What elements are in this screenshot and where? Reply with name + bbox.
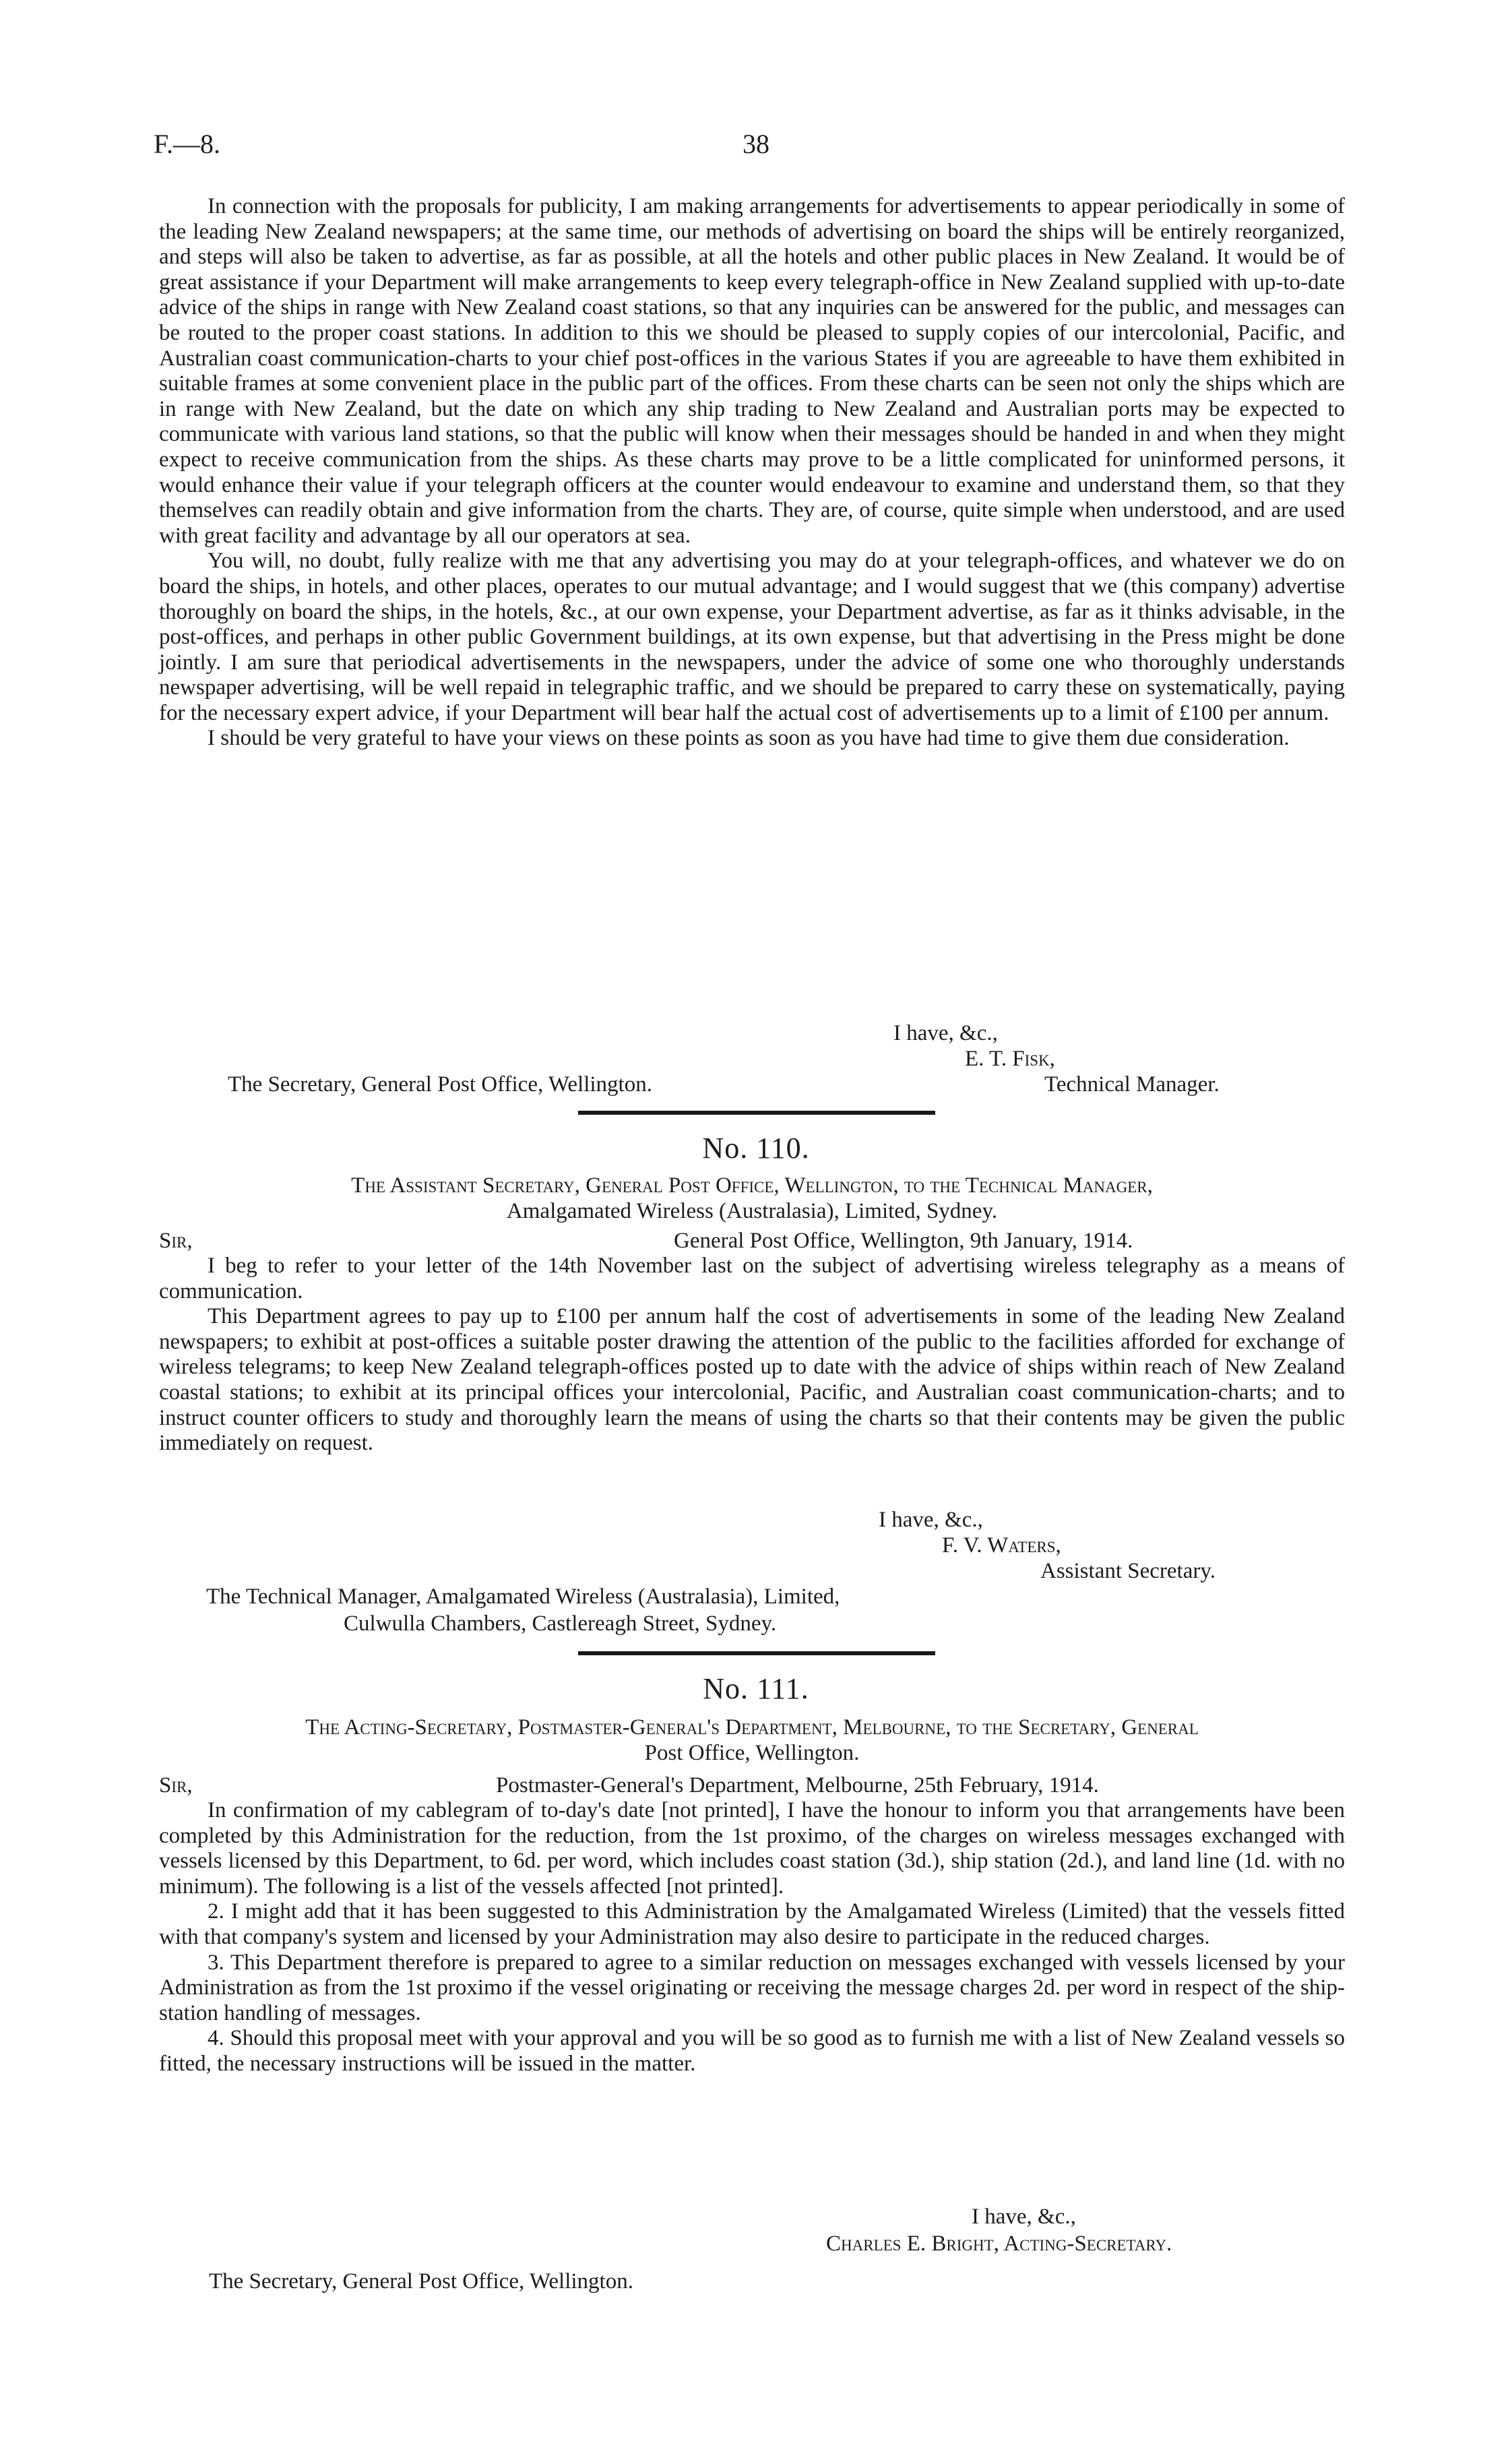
letter1-paragraph-2: You will, no doubt, fully realize with me that any advertising you may do at your telegraph-offices, and whatever we do on board the ships, in hotels, and other places, operates to our mutual advantage; and I would suggest that we (this company) advertise thoroughly on board the ships, in the hotels, &c., at our own expense, your Department advertise, as far as it thinks advisable, in the post-offices, and perhaps in other public Government buildings, at its own expense, but that advertising in the Press might be done jointly. I am sure that periodical advertisements in the newspapers, under the advice of some one who thoroughly understands newspaper advertising, will be well repaid in telegraphic traffic, and we should be prepared to carry these on systematically, paying for the necessary expert advice, if your Department will bear half the actual cost of advertisements up to a limit of £100 per annum.	[159, 549, 1345, 725]
letter2-paragraph-2: This Department agrees to pay up to £100 per annum half the cost of advertisements in some of the leading New Zealand newspapers; to exhibit at post-offices a suitable poster drawing the attention of the public to the facilities afforded for exchange of wireless telegrams; to keep New Zealand telegraph-offices posted up to date with the advice of ships within reach of New Zealand coastal stations; to exhibit at its principal offices your intercolonial, Pacific, and Australian coast communication-charts; and to instruct counter officers to study and thoroughly learn the means of using the charts so that their contents may be given the public immediately on request.	[159, 1304, 1345, 1456]
letter1-paragraph-3: I should be very grateful to have your views on these points as soon as you have had time to give them due consideration.	[208, 726, 1290, 751]
letter3-heading-line-2: Post Office, Wellington.	[644, 1741, 860, 1765]
letter2-signer: F. V. Waters,	[942, 1533, 1061, 1558]
letter3-place-date: Postmaster-General's Department, Melbourne, 25th February, 1914.	[496, 1773, 1099, 1797]
letter2-heading-line-2: Amalgamated Wireless (Australasia), Limited, Sydney.	[506, 1199, 998, 1223]
letter2-body	[159, 1254, 1345, 1456]
letter3-number: No. 111.	[703, 1672, 809, 1705]
letter3-paragraph-3: 3. This Department therefore is prepared to agree to a similar reduction on messages exchanged with vessels licensed by your Administration as from the 1st proximo if the vessel originating or receiving the message charges 2d. per word in respect of the ship-station handling of messages.	[159, 1950, 1345, 2025]
letter2-place-date: General Post Office, Wellington, 9th January, 1914.	[674, 1229, 1133, 1253]
letter1-body	[159, 194, 1345, 751]
letter2-salutation: Sir,	[159, 1229, 193, 1253]
letter1-signer-title: Technical Manager.	[1044, 1072, 1220, 1097]
section-divider	[578, 1111, 935, 1115]
letter1-addressee: The Secretary, General Post Office, Wellington.	[228, 1072, 652, 1097]
letter1-signer: E. T. Fisk,	[965, 1047, 1055, 1071]
letter2-closing: I have, &c.,	[879, 1508, 983, 1532]
letter3-paragraph-1: In confirmation of my cablegram of to-day's date [not printed], I have the honour to inform you that arrangements have been completed by this Administration for the reduction, from the 1st proximo, of the charges on wireless messages exchanged with vessels licensed by this Department, to 6d. per word, which includes coast station (3d.), ship station (2d.), and land line (1d. with no minimum). The following is a list of the vessels affected [not printed].	[159, 1798, 1345, 1899]
letter1-paragraph-1: In connection with the proposals for publicity, I am making arrangements for advertisements to appear periodically in some of the leading New Zealand newspapers; at the same time, our methods of advertising on board the ships will be entirely reorganized, and steps will also be taken to advertise, as far as possible, at all the hotels and other public places in New Zealand. It would be of great assistance if your Department will make arrangements to keep every telegraph-office in New Zealand supplied with up-to-date advice of the ships in range with New Zealand coast stations, so that any inquiries can be answered for the public, and messages can be routed to the proper coast stations. In addition to this we should be pleased to supply copies of our intercolonial, Pacific, and Australian coast communication-charts to your chief post-offices in the various States if you are agreeable to have them exhibited in suitable frames at some convenient place in the public part of the offices. From these charts can be seen not only the ships which are in range with New Zealand, but the date on which any ship trading to New Zealand and Australian ports may be expected to communicate with various land stations, so that the public will know when their messages should be handed in and when they might expect to receive communication from the ships. As these charts may prove to be a little complicated for uninformed persons, it would enhance their value if your telegraph officers at the counter would endeavour to examine and understand them, so that they themselves can readily obtain and give information from the charts. They are, of course, quite simple when understood, and are used with great facility and advantage by all our operators at sea.	[159, 194, 1345, 548]
letter1-closing: I have, &c.,	[893, 1021, 998, 1045]
letter3-signer: Charles E. Bright, Acting-Secretary.	[826, 2232, 1172, 2256]
letter2-addressee-line-2: Culwulla Chambers, Castlereagh Street, Sydney.	[344, 1611, 777, 1636]
letter2-heading-line-1: The Assistant Secretary, General Post Office, Wellington, to the Technical Manager,	[351, 1173, 1153, 1198]
page-header	[154, 128, 1358, 168]
page-number: 38	[743, 129, 769, 159]
letter3-body	[159, 1798, 1345, 2077]
letter3-salutation: Sir,	[159, 1773, 193, 1797]
letter3-closing: I have, &c.,	[972, 2205, 1076, 2229]
letter2-addressee-line-1: The Technical Manager, Amalgamated Wireless (Australasia), Limited,	[206, 1585, 840, 1609]
letter3-heading-line-1: The Acting-Secretary, Postmaster-General's Department, Melbourne, to the Secretary, General	[305, 1715, 1199, 1740]
letter3-paragraph-4: 4. Should this proposal meet with your approval and you will be so good as to furnish me with a list of New Zealand vessels so fitted, the necessary instructions will be issued in the matter.	[159, 2026, 1345, 2076]
letter3-addressee: The Secretary, General Post Office, Wellington.	[209, 2269, 633, 2294]
document-reference: F.—8.	[154, 129, 221, 159]
section-divider	[578, 1651, 935, 1655]
letter2-signer-title: Assistant Secretary.	[1040, 1559, 1216, 1583]
letter3-paragraph-2: 2. I might add that it has been suggested to this Administration by the Amalgamated Wireless (Limited) that the vessels fitted with that company's system and licensed by your Administration may also desire to participate in the reduced charges.	[159, 1899, 1345, 1949]
letter2-number: No. 110.	[702, 1132, 810, 1165]
letter2-paragraph-1: I beg to refer to your letter of the 14th November last on the subject of advertising wireless telegraphy as a means of communication.	[159, 1254, 1345, 1303]
